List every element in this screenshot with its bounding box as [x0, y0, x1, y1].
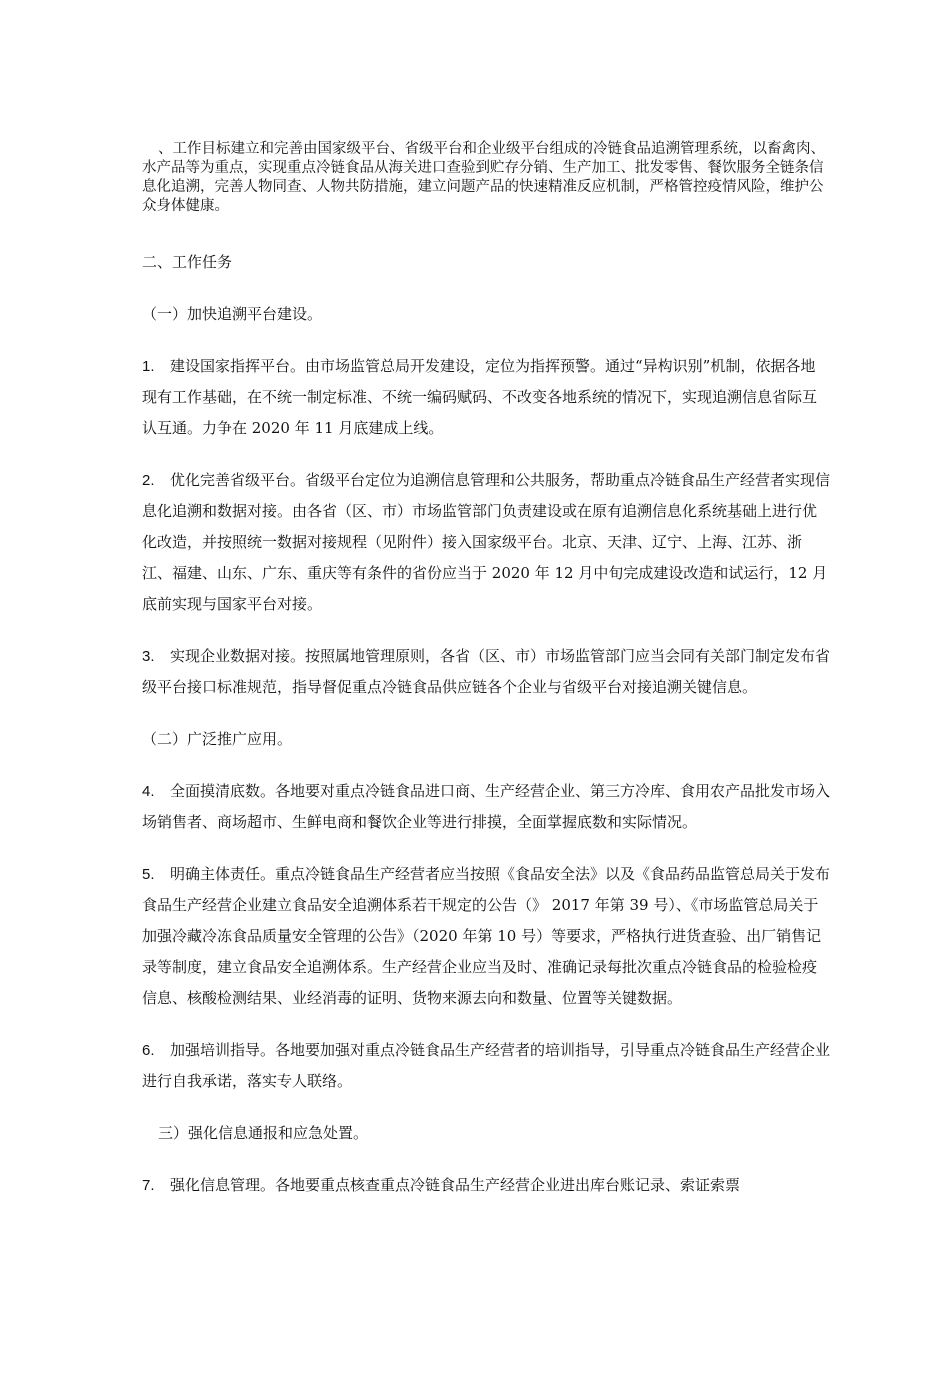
item-number: 6.: [142, 1042, 155, 1059]
task-item-6: [142, 1035, 830, 1097]
task-item-1: [142, 351, 830, 444]
item-text: 优化完善省级平台。省级平台定位为追溯信息管理和公共服务，帮助重点冷链食品生产经营者实现信息化追溯和数据对接。由各省（区、市）市场监管部门负责建设或在原有追溯信息化系统基础上进行优化改造，并按照统一数据对接规程（见附件）接入国家级平台。北京、天津、辽宁、上海、江苏、浙江、福建、山东、广东、重庆等有条件的省份应当于 2020 年 12 月中旬完成建设改造和试运行，12 月底前实现与国家平台对接。: [142, 471, 831, 613]
subsection-title-platform: （一）加快追溯平台建设。: [142, 305, 323, 323]
item-number: 1.: [142, 358, 155, 375]
item-text: 明确主体责任。重点冷链食品生产经营者应当按照《食品安全法》以及《食品药品监管总局关于发布食品生产经营企业建立食品安全追溯体系若干规定的公告（》 2017 年第 39 号）、《市场监管总局关于加强冷藏冷冻食品质量安全管理的公告》（2020 年第 10 号）等要求，严格执行进货查验、出厂销售记录等制度，建立食品安全追溯体系。生产经营企业应当及时、准确记录每批次重点冷链食品的检验检疫信息、核酸检测结果、业经消毒的证明、货物来源去向和数量、位置等关键数据。: [142, 865, 831, 1007]
item-text: 全面摸清底数。各地要对重点冷链食品进口商、生产经营企业、第三方冷库、食用农产品批发市场入场销售者、商场超市、生鲜电商和餐饮企业等进行排摸，全面掌握底数和实际情况。: [142, 782, 831, 831]
intro-paragraph: 、工作目标建立和完善由国家级平台、省级平台和企业级平台组成的冷链食品追溯管理系统，以畜禽肉、水产品等为重点，实现重点冷链食品从海关进口查验到贮存分销、生产加工、批发零售、餐饮服务全链条信息化追溯，完善人物同查、人物共防措施，建立问题产品的快速精准反应机制，严格管控疫情风险，维护公众身体健康。: [142, 141, 825, 214]
item-text: 强化信息管理。各地要重点核查重点冷链食品生产经营企业进出库台账记录、索证索票: [170, 1176, 741, 1194]
item-text: 实现企业数据对接。按照属地管理原则，各省（区、市）市场监管部门应当会同有关部门制定发布省级平台接口标准规范，指导督促重点冷链食品供应链各个企业与省级平台对接追溯关键信息。: [142, 647, 831, 696]
item-number: 5.: [142, 866, 155, 883]
item-text: 加强培训指导。各地要加强对重点冷链食品生产经营者的培训指导，引导重点冷链食品生产经营企业进行自我承诺，落实专人联络。: [142, 1041, 831, 1090]
task-item-3: [142, 641, 830, 703]
item-number: 3.: [142, 648, 155, 665]
subsection-title-emergency: 三）强化信息通报和应急处置。: [158, 1124, 369, 1142]
item-text: 建设国家指挥平台。由市场监管总局开发建设，定位为指挥预警。通过“异构识别”机制，依据各地现有工作基础，在不统一制定标准、不统一编码赋码、不改变各地系统的情况下，实现追溯信息省际互认互通。力争在 2020 年 11 月底建成上线。: [142, 357, 818, 437]
document-page: [142, 140, 830, 1222]
task-item-2: [142, 465, 830, 620]
section-title-tasks: 二、工作任务: [142, 253, 233, 271]
item-number: 7.: [142, 1177, 155, 1194]
item-number: 2.: [142, 472, 155, 489]
task-item-7: [142, 1170, 830, 1201]
item-number: 4.: [142, 783, 155, 800]
subsection-title-promotion: （二）广泛推广应用。: [142, 730, 293, 748]
task-item-4: [142, 776, 830, 838]
task-item-5: [142, 859, 830, 1014]
